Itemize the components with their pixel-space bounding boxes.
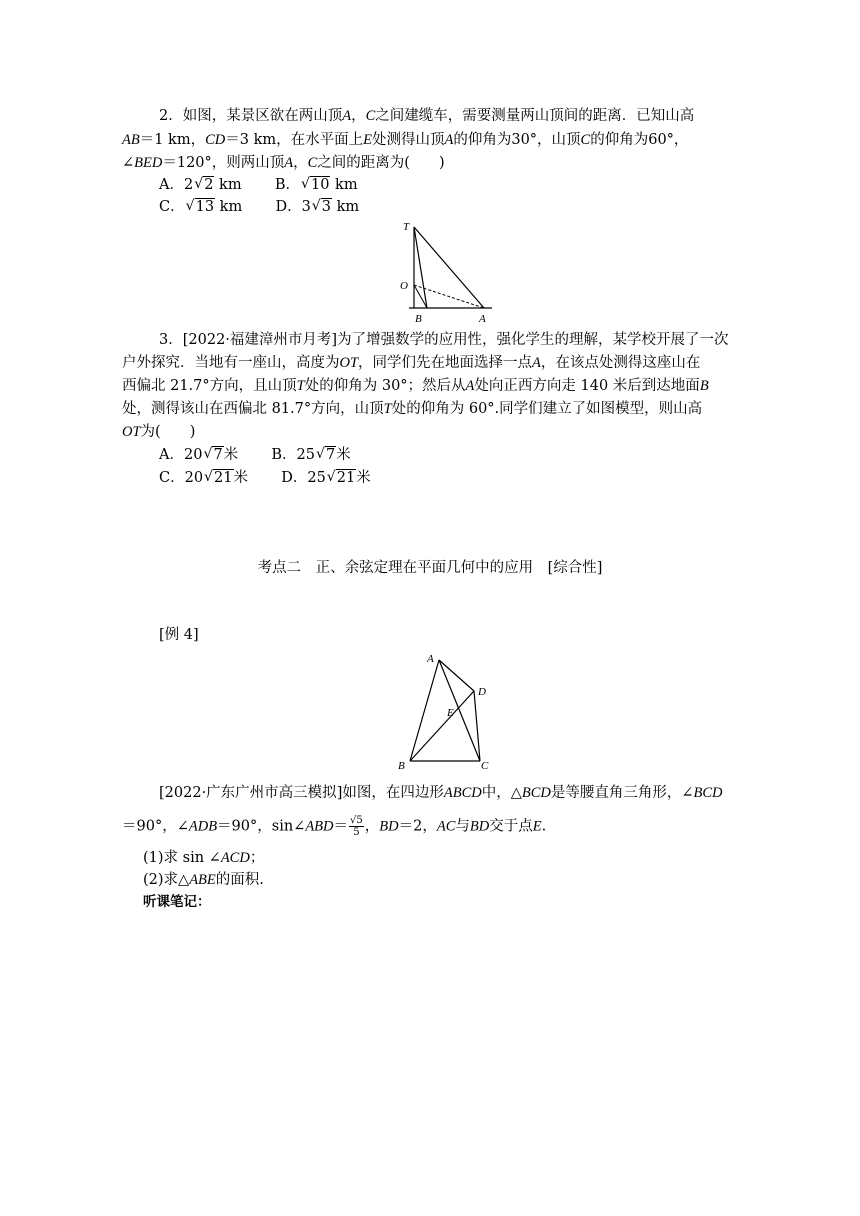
q2-option-d: D．3√ 3 km <box>275 199 359 215</box>
q2-options-ab <box>159 175 358 195</box>
q3-option-d: D．25√ 21米 <box>281 470 371 486</box>
q2-option-b: B．√ 10 km <box>275 177 358 193</box>
ex4-line-1: [2022·广东广州市高三模拟]如图，在四边形ABCD中，△BCD是等腰直角三角形，∠BCD <box>159 785 723 801</box>
q3-line-4: 处，测得该山在西偏北 81.7°方向，山顶T处的仰角为 60°.同学们建立了如图模型，则山高 <box>122 401 703 417</box>
ex4-line-2: ＝90°，∠ADB＝90°，sin∠ABD＝ $\frac{√5}{5}$ ，BD＝2，AC与BD交于点E. <box>122 815 547 838</box>
label-T: T <box>403 221 410 233</box>
mountain-model-figure <box>395 218 505 328</box>
q2-line-1: 2．如图，某景区欲在两山顶A，C之间建缆车，需要测量两山顶间的距离．已知山高 <box>159 108 695 124</box>
q3-option-c: C．20√ 21米 <box>159 470 248 486</box>
q2-options-cd <box>159 197 359 217</box>
label-A: A <box>479 313 486 325</box>
q3-options-cd <box>159 468 371 488</box>
quadrilateral-figure <box>392 648 502 774</box>
ex4-part-2: (2)求△ABE的面积. <box>143 872 264 888</box>
q3-options-ab <box>159 445 351 465</box>
q3-line-5: OT为( ) <box>122 424 196 440</box>
q2-option-c: C．√ 13 km <box>159 199 242 215</box>
q2-line-2: AB＝1 km，CD＝3 km，在水平面上E处测得山顶A的仰角为30°，山顶C的仰角为60°， <box>122 132 689 148</box>
q3-option-a: A．20√ 7米 <box>159 447 238 463</box>
label-B: B <box>415 313 422 325</box>
label-E: E <box>447 707 454 719</box>
lecture-notes-label: 听课笔记： <box>143 894 211 910</box>
fraction-sqrt5-over-5: $\frac{√5}{5}$ <box>350 815 363 838</box>
example-label: [例 4] <box>159 627 199 643</box>
label-A: A <box>427 653 434 665</box>
label-C: C <box>481 760 489 772</box>
label-D: D <box>478 686 486 698</box>
ex4-part-1: (1)求 sin ∠ACD； <box>143 850 265 866</box>
section-heading: 考点二 正、余弦定理在平面几何中的应用 [综合性] <box>257 560 603 576</box>
q3-line-2: 户外探究．当地有一座山，高度为OT，同学们先在地面选择一点A，在该点处测得这座山在 <box>122 355 701 371</box>
label-O: O <box>400 280 408 292</box>
q3-line-1: 3．[2022·福建漳州市月考]为了增强数学的应用性，强化学生的理解，某学校开展了一次 <box>159 332 729 348</box>
label-B: B <box>398 760 405 772</box>
q2-line-3: ∠BED＝120°，则两山顶A，C之间的距离为( ) <box>122 155 445 171</box>
q2-option-a: A．2√ 2 km <box>159 177 242 193</box>
q3-option-b: B．25√ 7米 <box>271 447 350 463</box>
q3-line-3: 西偏北 21.7°方向，且山顶T处的仰角为 30°；然后从A处向正西方向走 140 米后到达地面B <box>122 378 709 394</box>
